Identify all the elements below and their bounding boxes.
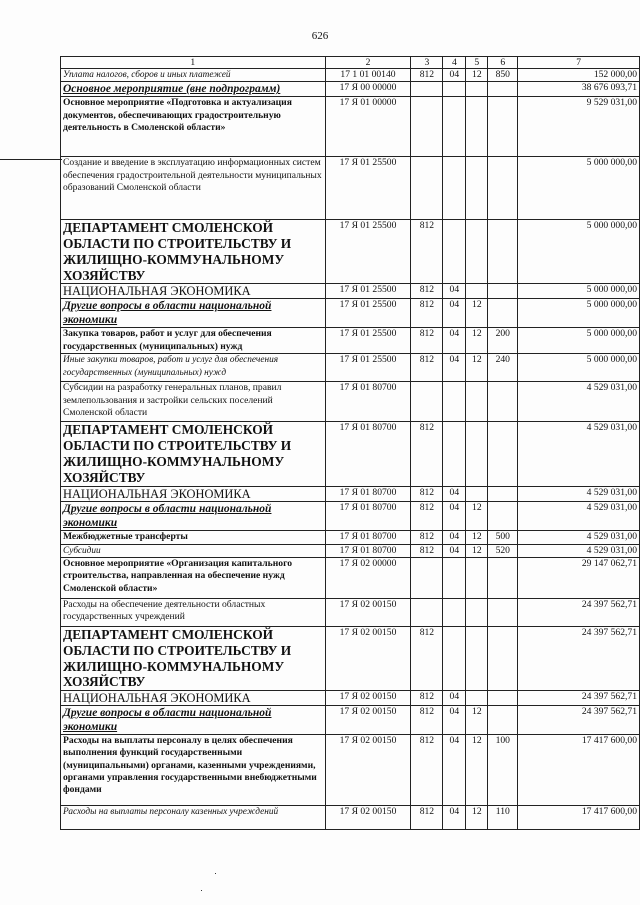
row-pr [466,422,488,486]
row-name: Основное мероприятие (вне подпрограмм) [61,82,326,97]
table-row [61,97,640,157]
row-sum: 4 529 031,00 [518,422,640,486]
row-pr [466,220,488,284]
row-sum: 17 417 600,00 [518,806,640,830]
row-name: Другие вопросы в области национальной экономики [61,299,326,328]
row-vr [488,486,518,501]
row-sum: 24 397 562,71 [518,626,640,690]
row-code: 17 Я 01 25500 [325,299,411,328]
row-pr [466,97,488,157]
row-rz: 04 [443,544,466,557]
row-name: Межбюджетные трансферты [61,530,326,544]
row-pr: 12 [466,806,488,830]
table-row [61,220,640,284]
row-name: Расходы на выплаты персоналу в целях обеспечения выполнения функций государственными (муниципальными) органами, казенными учреждениями, органами управления государственными внебюджетными фондами [61,735,326,806]
row-code: 17 Я 02 00150 [325,735,411,806]
row-sum: 17 417 600,00 [518,735,640,806]
row-vr [488,157,518,220]
row-rz [443,97,466,157]
header-col-4: 4 [443,57,466,69]
row-rz: 04 [443,69,466,82]
table-row [61,706,640,735]
row-name: Другие вопросы в области национальной экономики [61,706,326,735]
row-pr [466,598,488,626]
table-row [61,328,640,354]
row-vr [488,82,518,97]
row-sum: 38 676 093,71 [518,82,640,97]
row-name: Основное мероприятие «Подготовка и актуализация документов, обеспечивающих градостроительную деятельность в Смоленской области» [61,97,326,157]
row-name: Закупка товаров, работ и услуг для обеспечения государственных (муниципальных) нужд [61,328,326,354]
row-rz: 04 [443,299,466,328]
row-ved: 812 [411,486,443,501]
row-pr: 12 [466,544,488,557]
table-row [61,806,640,830]
row-sum: 24 397 562,71 [518,706,640,735]
row-code: 17 Я 02 00150 [325,691,411,706]
row-code: 17 Я 01 25500 [325,157,411,220]
table-row [61,626,640,690]
row-pr: 12 [466,299,488,328]
header-row [61,57,640,69]
row-name: Создание и введение в эксплуатацию информационных систем обеспечения градостроительной деятельности муниципальных образований Смоленской области [61,157,326,220]
row-rz [443,626,466,690]
row-rz: 04 [443,691,466,706]
row-rz: 04 [443,530,466,544]
row-name: Основное мероприятие «Организация капитального строительства, направленная на обеспечение нужд Смоленской области» [61,557,326,598]
row-code: 17 Я 01 80700 [325,544,411,557]
row-pr: 12 [466,328,488,354]
row-rz: 04 [443,486,466,501]
row-sum: 5 000 000,00 [518,299,640,328]
margin-line [0,159,62,160]
budget-table [60,56,640,830]
row-name: Субсидии [61,544,326,557]
row-ved: 812 [411,422,443,486]
header-col-1: 1 [61,57,326,69]
row-vr: 200 [488,328,518,354]
row-rz: 04 [443,284,466,299]
row-ved: 812 [411,220,443,284]
row-sum: 5 000 000,00 [518,284,640,299]
table-row [61,598,640,626]
row-vr: 100 [488,735,518,806]
table-row [61,82,640,97]
row-vr: 520 [488,544,518,557]
header-col-6: 6 [488,57,518,69]
row-rz [443,557,466,598]
header-col-7: 7 [518,57,640,69]
row-vr: 110 [488,806,518,830]
row-code: 17 1 01 00140 [325,69,411,82]
row-vr [488,706,518,735]
row-rz [443,220,466,284]
header-col-3: 3 [411,57,443,69]
row-name: Иные закупки товаров, работ и услуг для обеспечения государственных (муниципальных) нужд [61,354,326,382]
row-rz: 04 [443,735,466,806]
row-rz: 04 [443,328,466,354]
row-code: 17 Я 02 00150 [325,626,411,690]
row-ved: 812 [411,735,443,806]
row-sum: 5 000 000,00 [518,157,640,220]
row-pr: 12 [466,735,488,806]
row-ved: 812 [411,544,443,557]
header-col-2: 2 [325,57,411,69]
row-pr [466,157,488,220]
row-sum: 4 529 031,00 [518,486,640,501]
row-sum: 4 529 031,00 [518,530,640,544]
row-rz: 04 [443,706,466,735]
row-ved: 812 [411,530,443,544]
row-sum: 152 000,00 [518,69,640,82]
row-rz [443,82,466,97]
row-ved: 812 [411,354,443,382]
row-sum: 4 529 031,00 [518,382,640,422]
row-vr [488,501,518,530]
row-ved [411,598,443,626]
row-pr: 12 [466,69,488,82]
row-code: 17 Я 01 80700 [325,530,411,544]
table-row [61,735,640,806]
row-ved [411,557,443,598]
row-name: НАЦИОНАЛЬНАЯ ЭКОНОМИКА [61,284,326,299]
row-name: Другие вопросы в области национальной экономики [61,501,326,530]
row-pr: 12 [466,354,488,382]
table-row [61,354,640,382]
row-name: ДЕПАРТАМЕНТ СМОЛЕНСКОЙ ОБЛАСТИ ПО СТРОИТЕЛЬСТВУ И ЖИЛИЩНО-КОММУНАЛЬНОМУ ХОЗЯЙСТВУ [61,626,326,690]
row-vr [488,382,518,422]
row-sum: 5 000 000,00 [518,220,640,284]
row-code: 17 Я 02 00150 [325,706,411,735]
row-code: 17 Я 02 00000 [325,557,411,598]
page-number: 626 [311,30,329,42]
table-row [61,422,640,486]
row-pr [466,82,488,97]
row-vr: 500 [488,530,518,544]
row-ved: 812 [411,328,443,354]
row-ved [411,382,443,422]
row-vr [488,220,518,284]
row-code: 17 Я 01 80700 [325,382,411,422]
row-code: 17 Я 01 80700 [325,486,411,501]
row-code: 17 Я 02 00150 [325,598,411,626]
row-name: НАЦИОНАЛЬНАЯ ЭКОНОМИКА [61,486,326,501]
row-ved [411,82,443,97]
row-name: ДЕПАРТАМЕНТ СМОЛЕНСКОЙ ОБЛАСТИ ПО СТРОИТЕЛЬСТВУ И ЖИЛИЩНО-КОММУНАЛЬНОМУ ХОЗЯЙСТВУ [61,422,326,486]
row-pr [466,626,488,690]
row-code: 17 Я 01 25500 [325,328,411,354]
table-row [61,284,640,299]
scan-speck [201,890,202,891]
row-name: Уплата налогов, сборов и иных платежей [61,69,326,82]
table-row [61,530,640,544]
row-vr [488,626,518,690]
row-vr: 850 [488,69,518,82]
table-row [61,486,640,501]
row-sum: 29 147 062,71 [518,557,640,598]
row-rz [443,382,466,422]
table-row [61,501,640,530]
row-ved [411,157,443,220]
row-rz: 04 [443,806,466,830]
row-name: Субсидии на разработку генеральных планов, правил землепользования и застройки сельских поселений Смоленской области [61,382,326,422]
row-vr [488,422,518,486]
row-rz [443,598,466,626]
row-code: 17 Я 02 00150 [325,806,411,830]
row-name: ДЕПАРТАМЕНТ СМОЛЕНСКОЙ ОБЛАСТИ ПО СТРОИТЕЛЬСТВУ И ЖИЛИЩНО-КОММУНАЛЬНОМУ ХОЗЯЙСТВУ [61,220,326,284]
row-name: Расходы на обеспечение деятельности областных государственных учреждений [61,598,326,626]
scan-speck [215,873,216,874]
row-rz: 04 [443,501,466,530]
table-row [61,157,640,220]
row-ved: 812 [411,691,443,706]
row-sum: 5 000 000,00 [518,354,640,382]
table-row [61,691,640,706]
row-ved [411,97,443,157]
row-ved: 812 [411,69,443,82]
row-ved: 812 [411,706,443,735]
row-vr [488,299,518,328]
table-row [61,544,640,557]
row-ved: 812 [411,299,443,328]
row-code: 17 Я 01 25500 [325,284,411,299]
row-pr [466,557,488,598]
row-vr [488,598,518,626]
row-sum: 9 529 031,00 [518,97,640,157]
row-sum: 5 000 000,00 [518,328,640,354]
row-rz: 04 [443,354,466,382]
row-pr [466,382,488,422]
table-row [61,69,640,82]
row-code: 17 Я 01 00000 [325,97,411,157]
row-pr: 12 [466,501,488,530]
row-vr [488,284,518,299]
row-pr [466,284,488,299]
row-vr: 240 [488,354,518,382]
header-col-5: 5 [466,57,488,69]
row-pr: 12 [466,530,488,544]
row-pr [466,486,488,501]
table-row [61,299,640,328]
row-sum: 24 397 562,71 [518,598,640,626]
row-ved: 812 [411,806,443,830]
table-row [61,557,640,598]
row-sum: 24 397 562,71 [518,691,640,706]
row-code: 17 Я 01 80700 [325,422,411,486]
row-rz [443,422,466,486]
row-vr [488,691,518,706]
row-pr: 12 [466,706,488,735]
row-sum: 4 529 031,00 [518,501,640,530]
row-vr [488,97,518,157]
row-code: 17 Я 01 25500 [325,354,411,382]
row-rz [443,157,466,220]
row-name: НАЦИОНАЛЬНАЯ ЭКОНОМИКА [61,691,326,706]
row-code: 17 Я 00 00000 [325,82,411,97]
row-vr [488,557,518,598]
row-sum: 4 529 031,00 [518,544,640,557]
row-code: 17 Я 01 80700 [325,501,411,530]
row-code: 17 Я 01 25500 [325,220,411,284]
row-ved: 812 [411,284,443,299]
row-name: Расходы на выплаты персоналу казенных учреждений [61,806,326,830]
row-ved: 812 [411,626,443,690]
row-ved: 812 [411,501,443,530]
row-pr [466,691,488,706]
table-row [61,382,640,422]
